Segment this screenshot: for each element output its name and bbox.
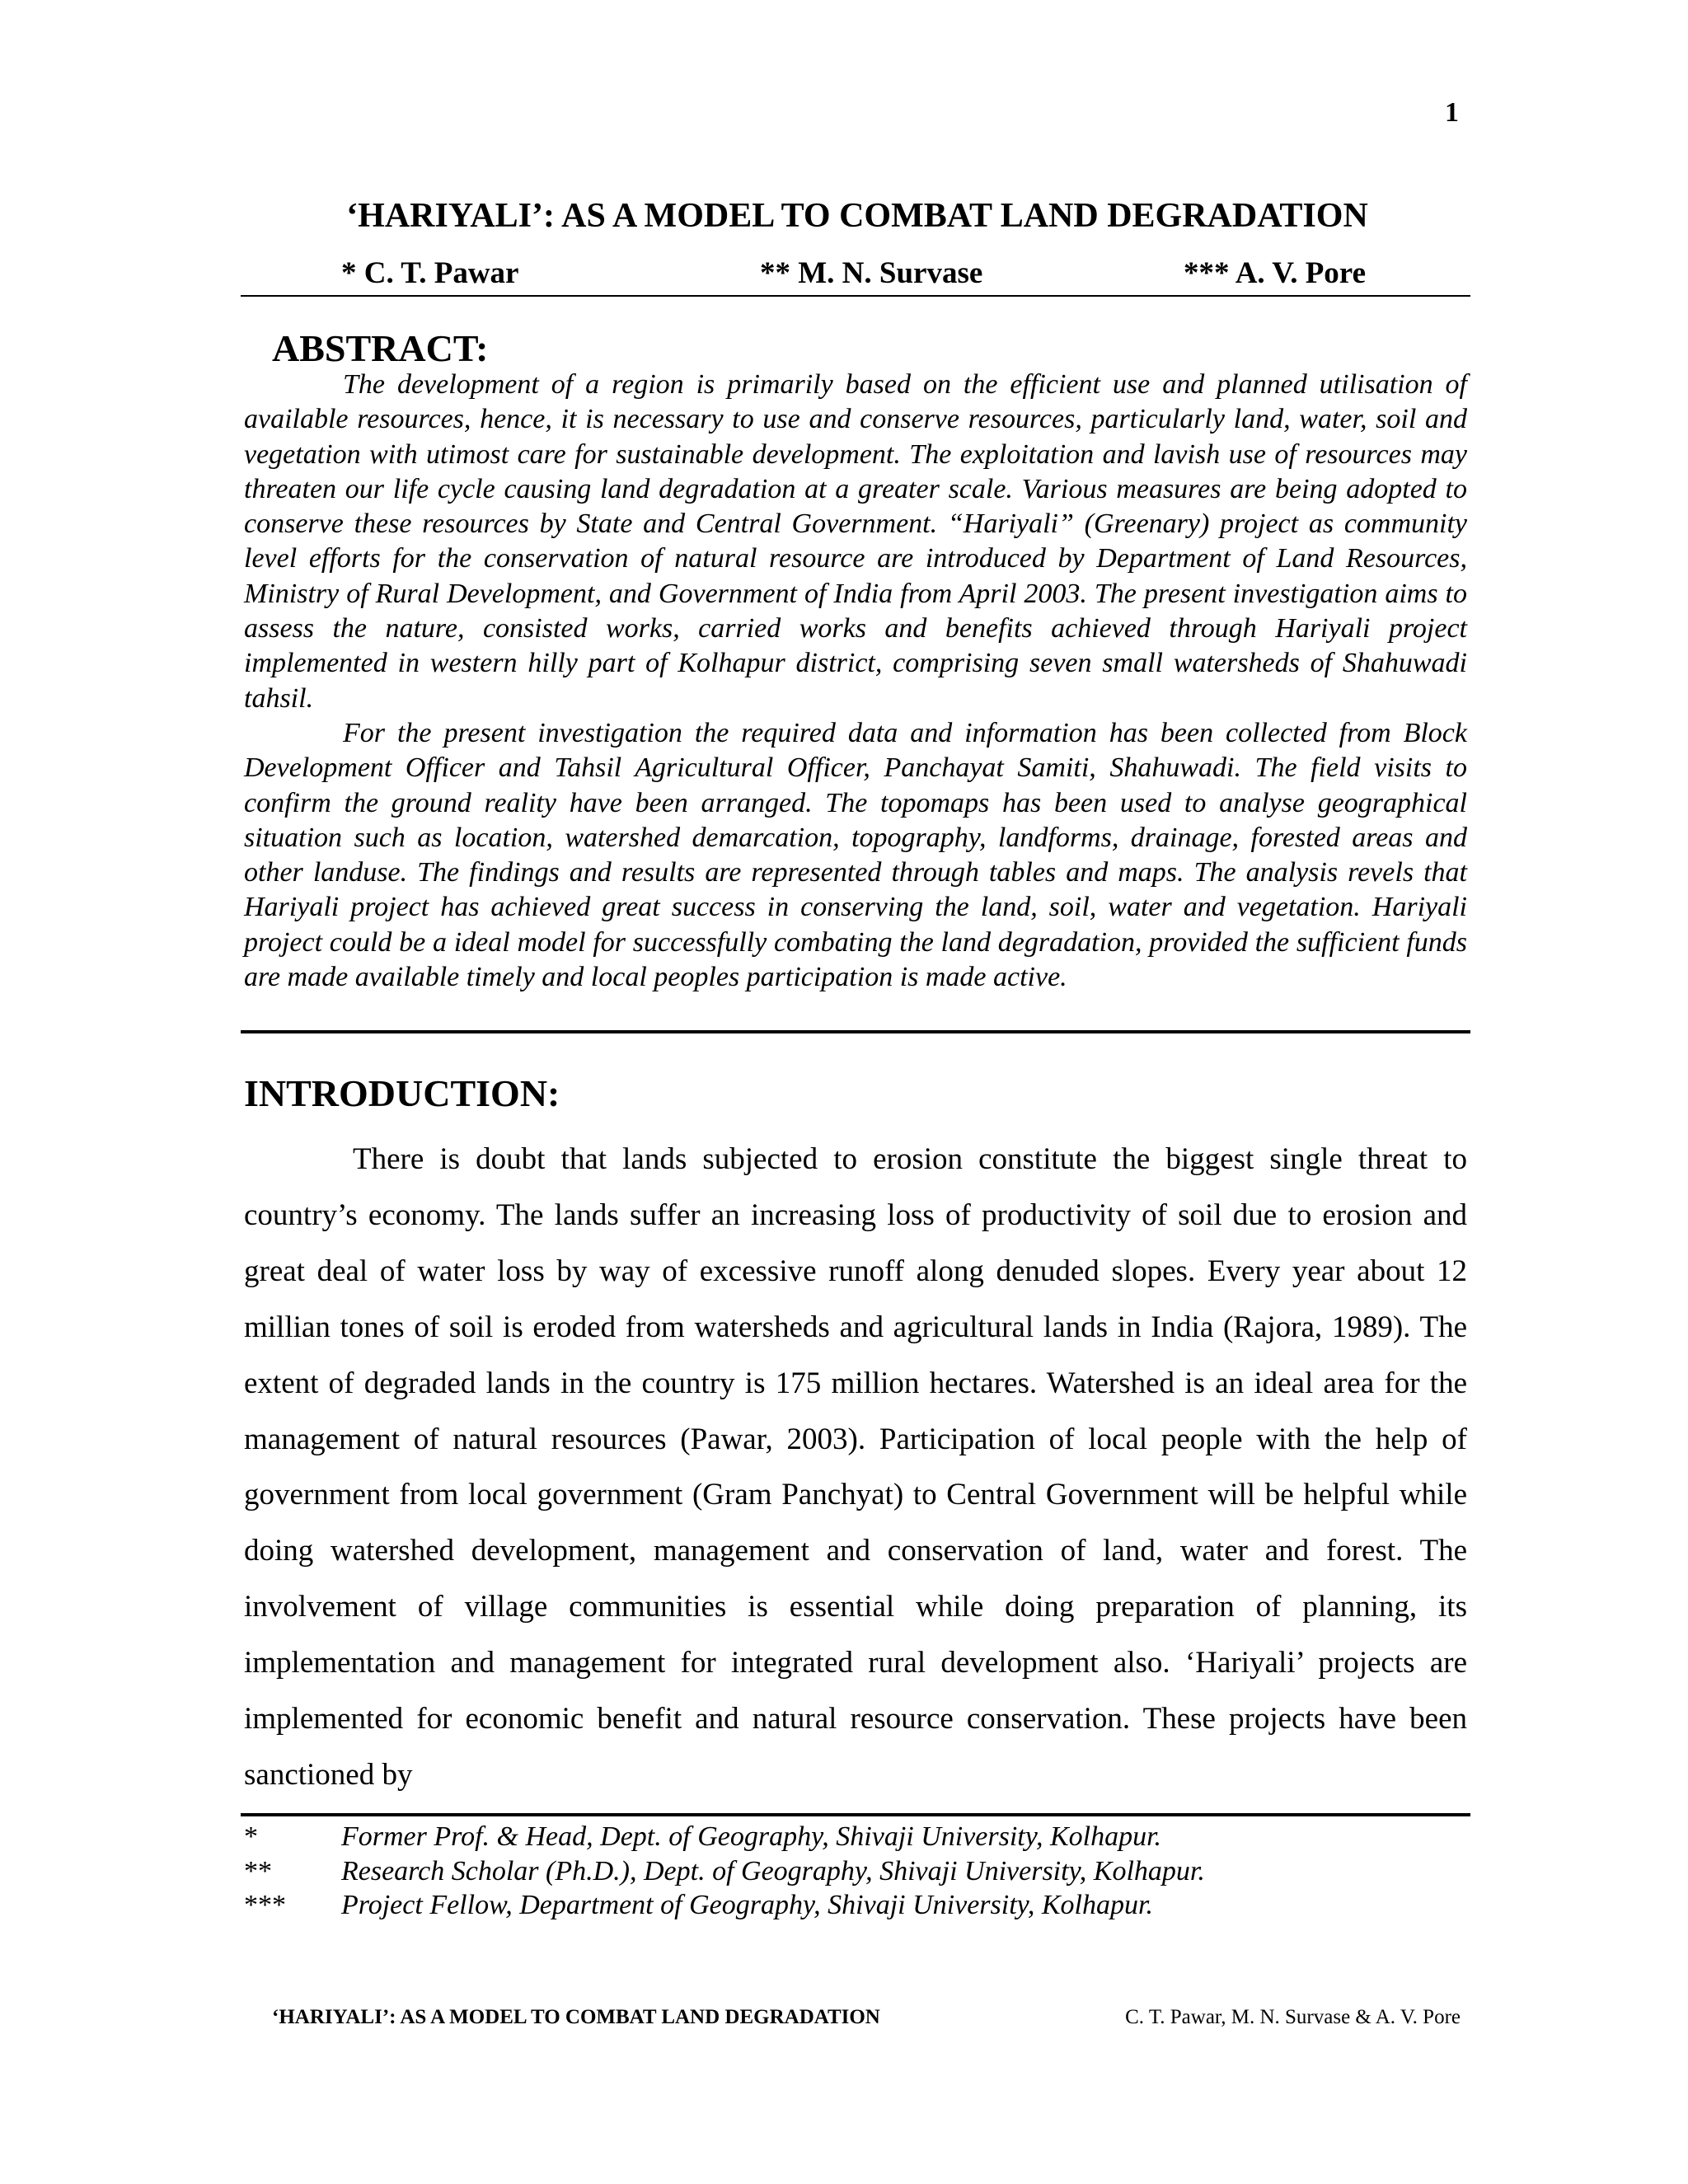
footnote-3 [244,1888,1470,1923]
author-line [244,255,1470,295]
footnote-text: Research Scholar (Ph.D.), Dept. of Geography, Shivaji University, Kolhapur. [341,1855,1205,1886]
running-footer [244,2006,1470,2039]
footnote-divider [241,1813,1470,1816]
paper-title: ‘HARIYALI’: AS A MODEL TO COMBAT LAND DEGRADATION [346,197,1368,235]
introduction-heading: INTRODUCTION: [244,1072,560,1114]
footnote-1 [244,1820,1470,1854]
abstract-body [244,368,1467,995]
page-number: 1 [1445,97,1459,128]
footnotes [244,1820,1470,1923]
footer-title: ‘HARIYALI’: AS A MODEL TO COMBAT LAND DEGRADATION [272,2006,880,2028]
author-2: ** M. N. Survase [760,256,983,290]
abstract-paragraph: For the present investigation the required data and information has been collected from Block Development Officer and Tahsil Agricultural Officer, Panchayat Samiti, Shahuwadi. The field visits to confirm the ground reality have been arranged. The topomaps has been used to analyse geographical situation such as location, watershed demarcation, topography, landforms, drainage, forested areas and other landuse. The findings and results are represented through tables and maps. The analysis revels that Hariyali project has achieved great success in conserving the land, soil, water and vegetation. Hariyali project could be a ideal model for successfully combating the land degradation, provided the sufficient funds are made available timely and local peoples participation is made active. [244,717,1467,993]
author-1: * C. T. Pawar [341,256,519,290]
footer-authors: C. T. Pawar, M. N. Survase & A. V. Pore [1125,2006,1461,2028]
footnote-marker: ** [244,1855,272,1886]
introduction-paragraph: There is doubt that lands subjected to erosion constitute the biggest single threat to country’s economy. The lands suffer an increasing loss of productivity of soil due to erosion and great deal of water loss by way of excessive runoff along denuded slopes. Every year about 12 millian tones of soil is eroded from watersheds and agricultural lands in India (Rajora, 1989). The extent of degraded lands in the country is 175 million hectares. Watershed is an ideal area for the management of natural resources (Pawar, 2003). Participation of local people with the help of government from local government (Gram Panchyat) to Central Government will be helpful while doing watershed development, management and conservation of land, water and forest. The involvement of village communities is essential while doing preparation of planning, its implementation and management for integrated rural development also. ‘Hariyali’ projects are implemented for economic benefit and natural resource conservation. These projects have been sanctioned by [244,1142,1467,1792]
abstract-paragraph: The development of a region is primarily based on the efficient use and planned utilisation of available resources, hence, it is necessary to use and conserve resources, particularly land, water, soil and vegetation with utimost care for sustainable development. The exploitation and lavish use of resources may threaten our life cycle causing land degradation at a greater scale. Various measures are being adopted to conserve these resources by State and Central Government. “Hariyali” (Greenary) project as community level efforts for the conservation of natural resource are introduced by Department of Land Resources, Ministry of Rural Development, and Government of India from April 2003. The present investigation aims to assess the nature, consisted works, carried works and benefits achieved through Hariyali project implemented in western hilly part of Kolhapur district, comprising seven small watersheds of Shahuwadi tahsil. [244,369,1467,714]
author-3: *** A. V. Pore [1184,256,1366,290]
abstract-divider [241,1030,1470,1033]
footnote-marker: * [244,1821,258,1852]
author-divider [241,295,1470,297]
footnote-marker: *** [244,1890,286,1920]
footnote-text: Former Prof. & Head, Dept. of Geography, Shivaji University, Kolhapur. [341,1821,1162,1852]
abstract-heading: ABSTRACT: [272,327,489,369]
footnote-2 [244,1854,1470,1889]
introduction-body [244,1132,1467,1803]
footnote-text: Project Fellow, Department of Geography, Shivaji University, Kolhapur. [341,1890,1153,1920]
